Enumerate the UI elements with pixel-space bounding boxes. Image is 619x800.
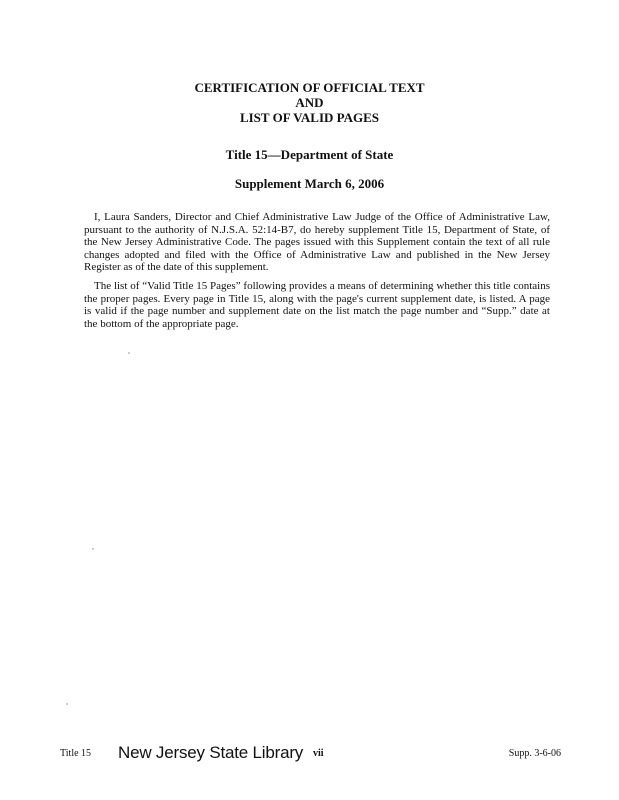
footer-title: Title 15 xyxy=(60,748,92,759)
title-department: Title 15—Department of State xyxy=(225,147,394,162)
scan-speck xyxy=(66,703,68,705)
supplement-date: Supp. 3-6-06 xyxy=(508,748,561,759)
certification-paragraph: I, Laura Sanders, Director and Chief Administrative Law Judge of the Office of Administrative Law, pursuant to the authority of N.J.S.A. 52:14-B7, do hereby supplement Title 15, Department of State, of the New Jersey Administrative Code. The pages issued with this Supplement contain the text of all rule changes adopted and filed with the Office of Administrative Law and published in the New Jersey Register as of the date of this supplement. xyxy=(84,211,550,274)
valid-pages-paragraph: The list of “Valid Title 15 Pages” following provides a means of determining whether this title contains the proper pages. Every page in Title 15, along with the page's current supplement date, is listed. A page is valid if the page number and supplement date on the list match the page number and “Supp.” date at the bottom of the appropriate page. xyxy=(84,280,550,330)
scan-speck xyxy=(128,352,130,354)
heading-line-2: AND xyxy=(295,95,324,110)
certification-heading xyxy=(0,80,619,125)
scan-speck xyxy=(92,548,94,550)
heading-line-1: CERTIFICATION OF OFFICIAL TEXT xyxy=(194,80,425,95)
heading-line-3: LIST OF VALID PAGES xyxy=(239,110,380,125)
page-number: vii xyxy=(313,748,324,759)
library-stamp: New Jersey State Library xyxy=(118,743,304,762)
title-supplement-date: Supplement March 6, 2006 xyxy=(234,176,385,191)
